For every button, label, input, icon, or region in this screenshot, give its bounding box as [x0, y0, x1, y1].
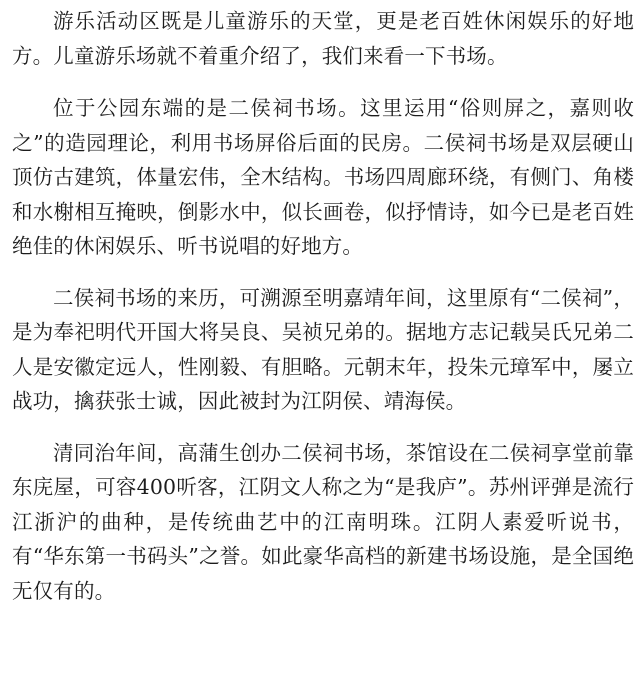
paragraph-erhouci-storytelling-hall: 位于公园东端的是二侯祠书场。这里运用“俗则屏之，嘉则收之”的造园理论，利用书场屏俗后面的民房。二侯祠书场是双层硬山顶仿古建筑，体量宏伟，全木结构。书场四周廊环绕，有侧门、角楼和水榭相互掩映，倒影水中，似长画卷，似抒情诗，如今已是老百姓绝佳的休闲娱乐、听书说唱的好地方。 — [12, 96, 634, 258]
article-body — [12, 0, 634, 608]
paragraph-play-area: 游乐活动区既是儿童游乐的天堂，更是老百姓休闲娱乐的好地方。儿童游乐场就不着重介绍了，我们来看一下书场。 — [12, 9, 634, 68]
paragraph-hall-history: 二侯祠书场的来历，可溯源至明嘉靖年间，这里原有“二侯祠”，是为奉祀明代开国大将吴良、吴祯兄弟的。据地方志记载吴氏兄弟二人是安徽定远人，性刚毅、有胆略。元朝末年，投朱元璋军中，屡立战功，擒获张士诚，因此被封为江阴侯、靖海侯。 — [12, 285, 634, 413]
paragraph-tongzhi-era: 清同治年间，高蒲生创办二侯祠书场，茶馆设在二侯祠享堂前靠东庑屋，可容400听客，江阴文人称之为“是我庐”。苏州评弹是流行江浙沪的曲种，是传统曲艺中的江南明珠。江阴人素爱听说书，有“华东第一书码头”之誉。如此豪华高档的新建书场设施，是全国绝无仅有的。 — [12, 440, 634, 603]
